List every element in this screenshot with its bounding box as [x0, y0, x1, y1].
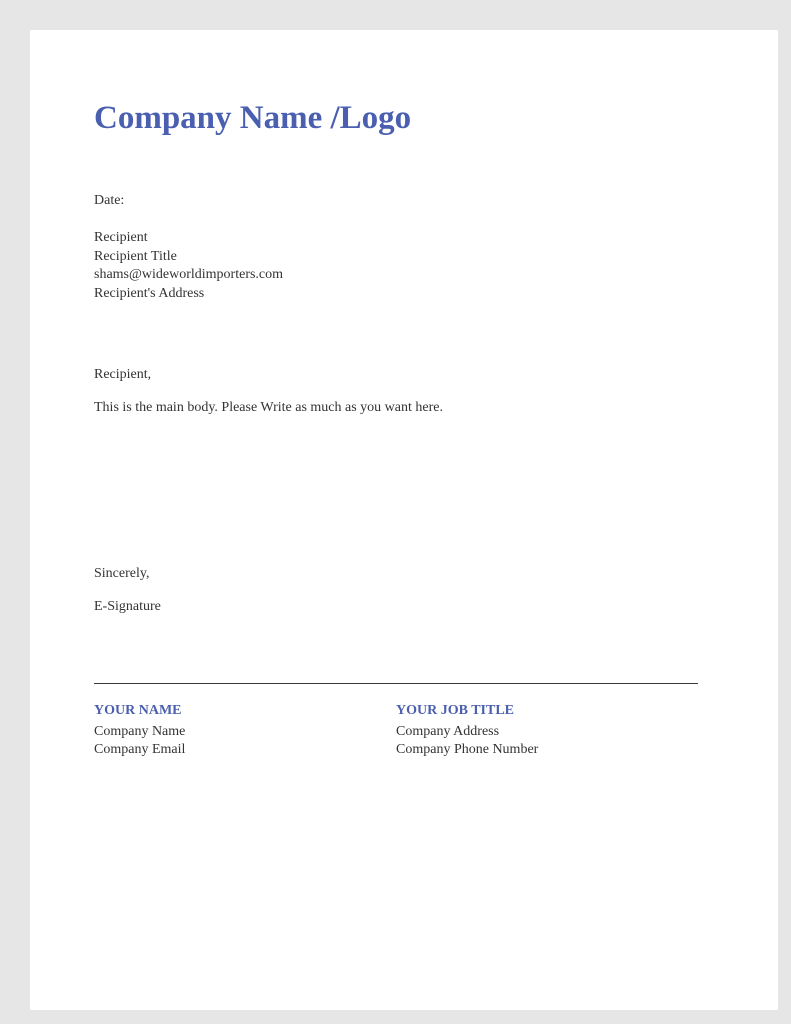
salutation: Recipient, [94, 367, 152, 382]
company-name-logo: Company Name /Logo [94, 100, 412, 136]
footer-left-column [94, 702, 185, 760]
company-name-text: Company Name [94, 723, 186, 739]
recipient-title: Recipient Title [94, 248, 177, 264]
closing: Sincerely, [94, 566, 150, 581]
recipient-email: shams@wideworldimporters.com [94, 267, 284, 283]
footer-right-column [396, 702, 538, 760]
recipient-address: Recipient's Address [94, 285, 205, 301]
company-address-text: Company Address [396, 723, 500, 739]
job-title-heading: YOUR JOB TITLE [396, 703, 514, 718]
recipient-block [94, 229, 283, 303]
company-email-text: Company Email [94, 742, 186, 757]
letter-body: This is the main body. Please Write as much as you want here. [94, 400, 443, 415]
e-signature: E-Signature [94, 599, 161, 614]
letter-page [30, 30, 778, 1010]
footer-divider [94, 683, 698, 684]
company-phone-text: Company Phone Number [396, 742, 539, 757]
recipient-name: Recipient [94, 230, 148, 245]
your-name-heading: YOUR NAME [94, 703, 182, 718]
date-label: Date: [94, 193, 125, 208]
